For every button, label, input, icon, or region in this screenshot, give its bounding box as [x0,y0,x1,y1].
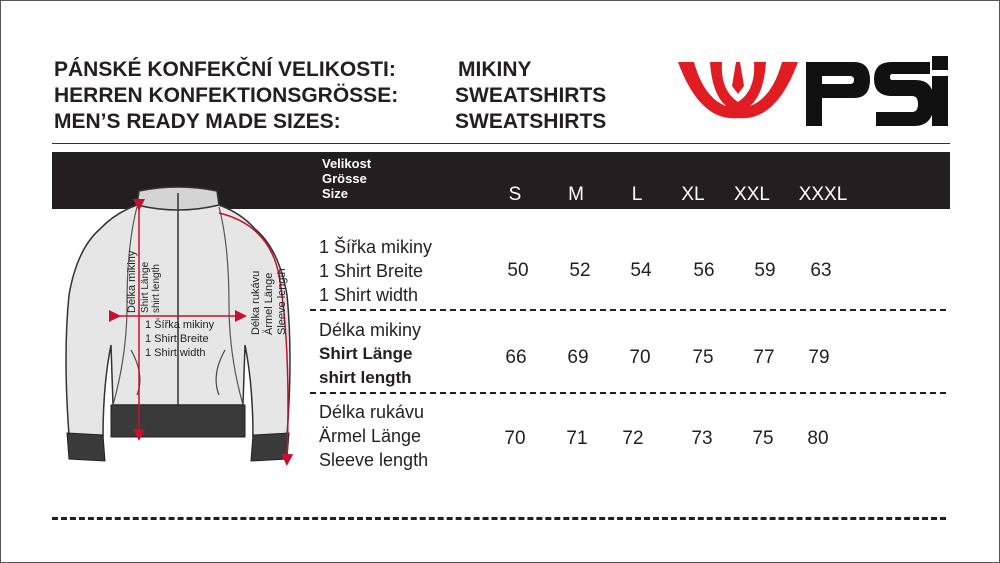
sweatshirt-diagram [55,185,305,470]
size-xl: XL [681,184,705,205]
row-label-line: Délka rukávu [319,402,425,422]
value-cell: 70 [629,347,651,368]
diagram-sleeve-label: Sleeve length [276,268,288,335]
value-cell: 52 [569,260,591,281]
size-m: M [568,184,584,205]
bottom-divider [52,517,946,520]
value-cell: 77 [753,347,775,368]
value-cell: 50 [507,260,529,281]
value-cell: 56 [693,260,715,281]
header-value-cz: MIKINY [458,58,532,81]
value-cell: 71 [566,428,588,449]
value-cell: 70 [504,428,526,449]
value-cell: 75 [752,428,774,449]
value-cell: 73 [691,428,713,449]
value-cell: 75 [692,347,714,368]
diagram-width-label: 1 Šířka mikiny [145,319,215,331]
psi-logo [678,56,950,139]
row-label-line: 1 Šířka mikiny [319,237,433,257]
size-header-line: Grösse [322,171,367,186]
header-title-cz: PÁNSKÉ KONFEKČNÍ VELIKOSTI: [54,58,396,81]
value-cell: 69 [567,347,589,368]
diagram-sleeve-label: Délka rukávu [250,270,262,335]
row-label-line: shirt length [319,368,412,387]
diagram-length-label: shirt length [151,264,162,313]
header-title-de: HERREN KONFEKTIONSGRÖSSE: [54,84,399,107]
size-l: L [631,184,643,205]
row-length-label [319,318,421,390]
value-cell: 59 [754,260,776,281]
row-divider [310,392,946,394]
value-cell: 66 [505,347,527,368]
size-header-label [322,156,371,201]
size-s: S [508,184,522,205]
row-label-line: Shirt Länge [319,344,413,363]
diagram-sleeve-label: Ärmel Länge [263,272,275,335]
value-cell: 63 [810,260,832,281]
diagram-length-label: Shirt Länge [140,261,151,313]
size-header-line: Velikost [322,156,372,171]
size-xxxl: XXXL [798,184,848,205]
row-width-label [319,235,432,307]
row-label-line: Ärmel Länge [319,426,422,446]
diagram-length-label: Délka mikiny [126,250,138,313]
row-label-line: 1 Shirt Breite [319,261,424,281]
row-label-line: 1 Shirt width [319,285,419,305]
value-cell: 79 [808,347,830,368]
header-value-de: SWEATSHIRTS [455,84,607,107]
diagram-width-label: 1 Shirt width [145,347,206,359]
header-divider [52,143,950,144]
value-cell: 72 [622,428,644,449]
row-sleeve-label [319,400,428,472]
row-divider [310,309,946,311]
header-title-en: MEN’S READY MADE SIZES: [54,110,341,133]
value-cell: 54 [630,260,652,281]
header-value-en: SWEATSHIRTS [455,110,607,133]
diagram-width-label: 1 Shirt Breite [145,333,209,345]
row-label-line: Délka mikiny [319,320,422,340]
size-xxl: XXL [734,184,770,205]
value-cell: 80 [807,428,829,449]
size-header-line: Size [322,186,349,201]
row-label-line: Sleeve length [319,450,429,470]
